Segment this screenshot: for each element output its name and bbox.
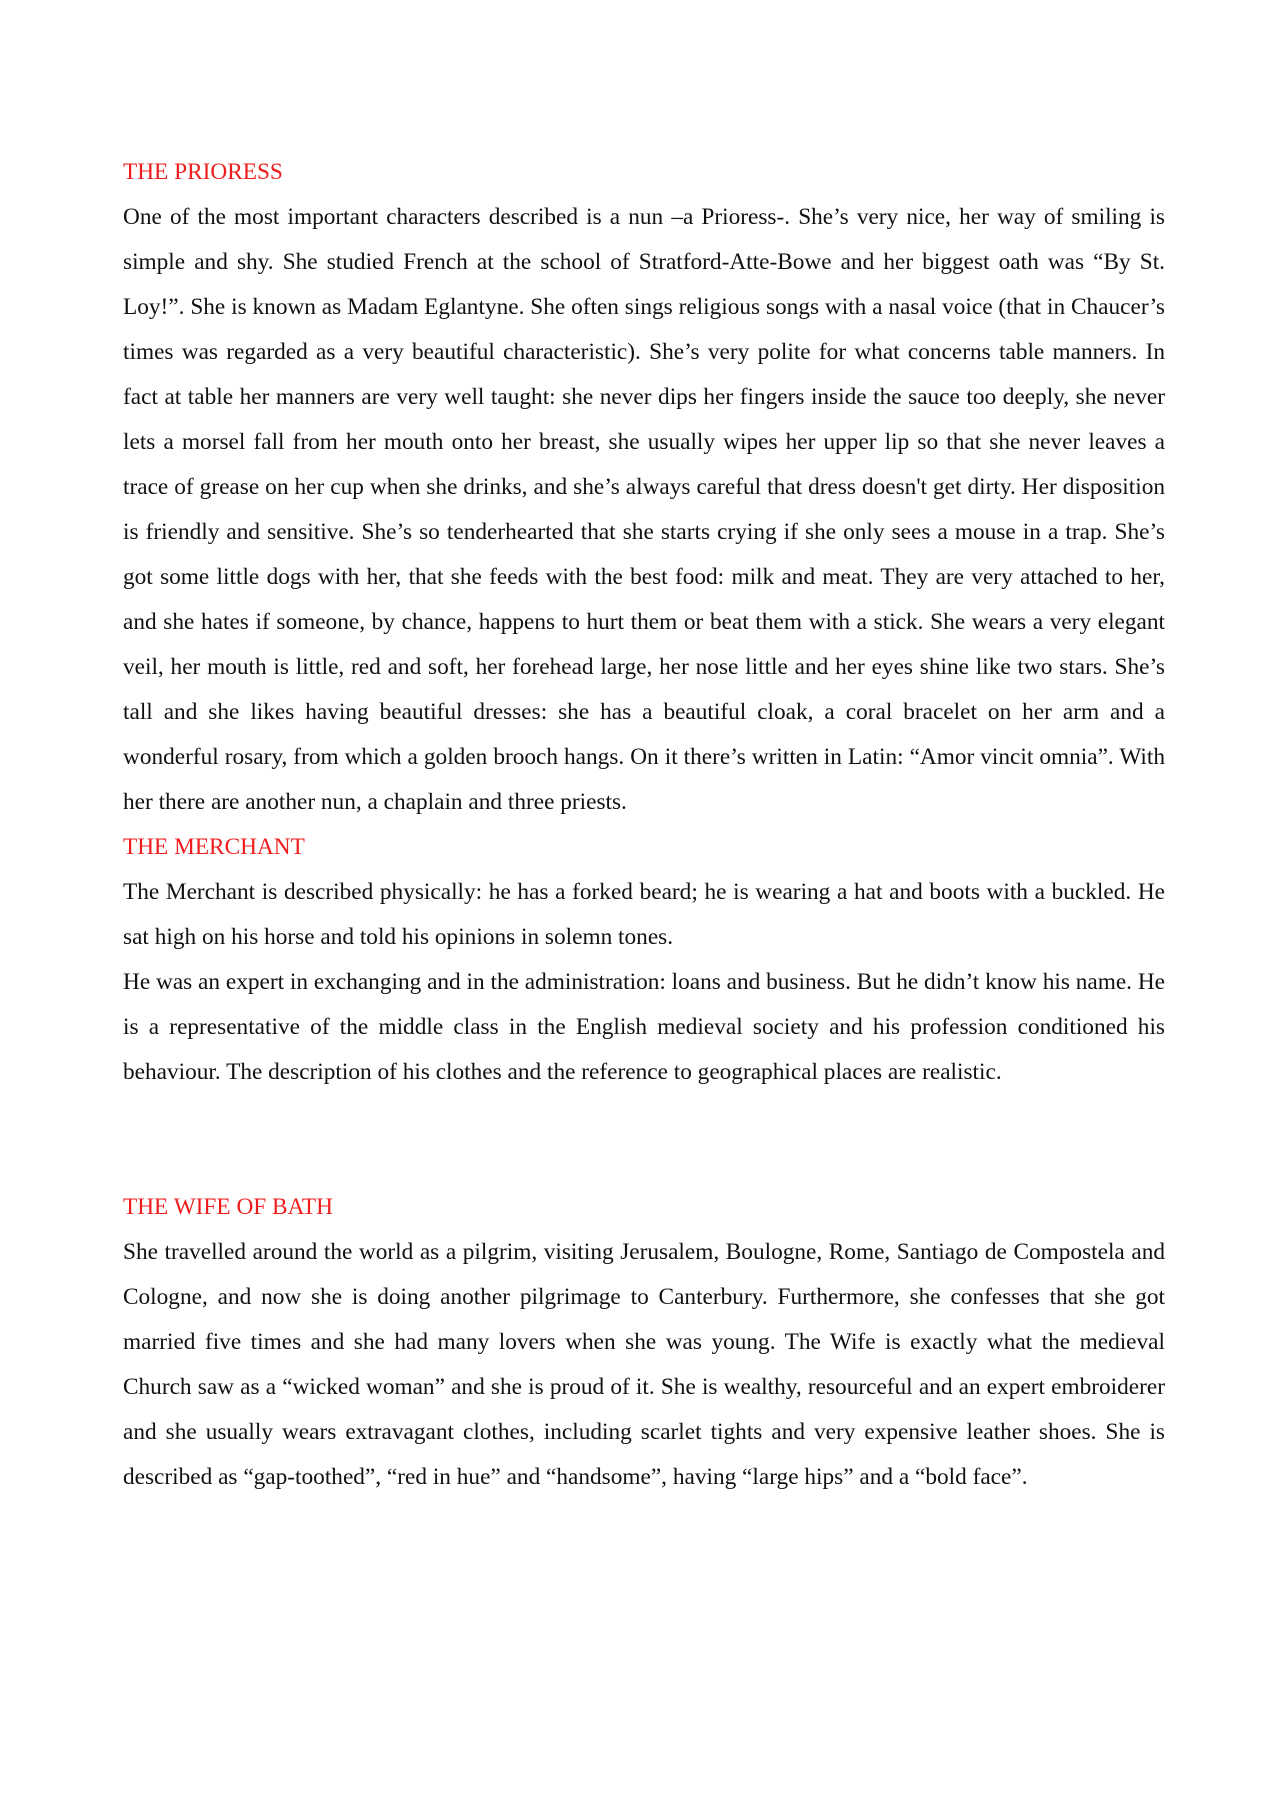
document-page <box>123 150 1165 1500</box>
paragraph-prioress: One of the most important characters described is a nun –a Prioress-. She’s very nice, her way of smiling is simple and shy. She studied French at the school of Stratford-Atte-Bowe and her biggest oath was “By St. Loy!”. She is known as Madam Eglantyne. She often sings religious songs with a nasal voice (that in Chaucer’s times was regarded as a very beautiful characteristic). She’s very polite for what concerns table manners. In fact at table her manners are very well taught: she never dips her fingers inside the sauce too deeply, she never lets a morsel fall from her mouth onto her breast, she usually wipes her upper lip so that she never leaves a trace of grease on her cup when she drinks, and she’s always careful that dress doesn't get dirty. Her disposition is friendly and sensitive. She’s so tenderhearted that she starts crying if she only sees a mouse in a trap. She’s got some little dogs with her, that she feeds with the best food: milk and meat. They are very attached to her, and she hates if someone, by chance, happens to hurt them or beat them with a stick. She wears a very elegant veil, her mouth is little, red and soft, her forehead large, her nose little and her eyes shine like two stars. She’s tall and she likes having beautiful dresses: she has a beautiful cloak, a coral bracelet on her arm and a wonderful rosary, from which a golden brooch hangs. On it there’s written in Latin: “Amor vincit omnia”. With her there are another nun, a chaplain and three priests. <box>123 204 1165 815</box>
section-prioress <box>123 150 1165 825</box>
section-merchant <box>123 825 1165 1095</box>
section-heading-merchant: THE MERCHANT <box>123 834 305 860</box>
section-heading-wife-of-bath: THE WIFE OF BATH <box>123 1194 333 1220</box>
section-heading-prioress: THE PRIORESS <box>123 159 283 185</box>
paragraph-merchant-1: The Merchant is described physically: he has a forked beard; he is wearing a hat and boots with a buckled. He sat high on his horse and told his opinions in solemn tones. <box>123 879 1165 950</box>
paragraph-wife-of-bath: She travelled around the world as a pilgrim, visiting Jerusalem, Boulogne, Rome, Santiago de Compostela and Cologne, and now she is doing another pilgrimage to Canterbury. Furthermore, she confesses that she got married five times and she had many lovers when she was young. The Wife is exactly what the medieval Church saw as a “wicked woman” and she is proud of it. She is wealthy, resourceful and an expert embroiderer and she usually wears extravagant clothes, including scarlet tights and very expensive leather shoes. She is described as “gap-toothed”, “red in hue” and “handsome”, having “large hips” and a “bold face”. <box>123 1239 1165 1490</box>
section-spacer <box>123 1095 1165 1185</box>
paragraph-merchant-2: He was an expert in exchanging and in the administration: loans and business. But he didn’t know his name. He is a representative of the middle class in the English medieval society and his profession conditioned his behaviour. The description of his clothes and the reference to geographical places are realistic. <box>123 969 1165 1085</box>
section-wife-of-bath <box>123 1185 1165 1500</box>
